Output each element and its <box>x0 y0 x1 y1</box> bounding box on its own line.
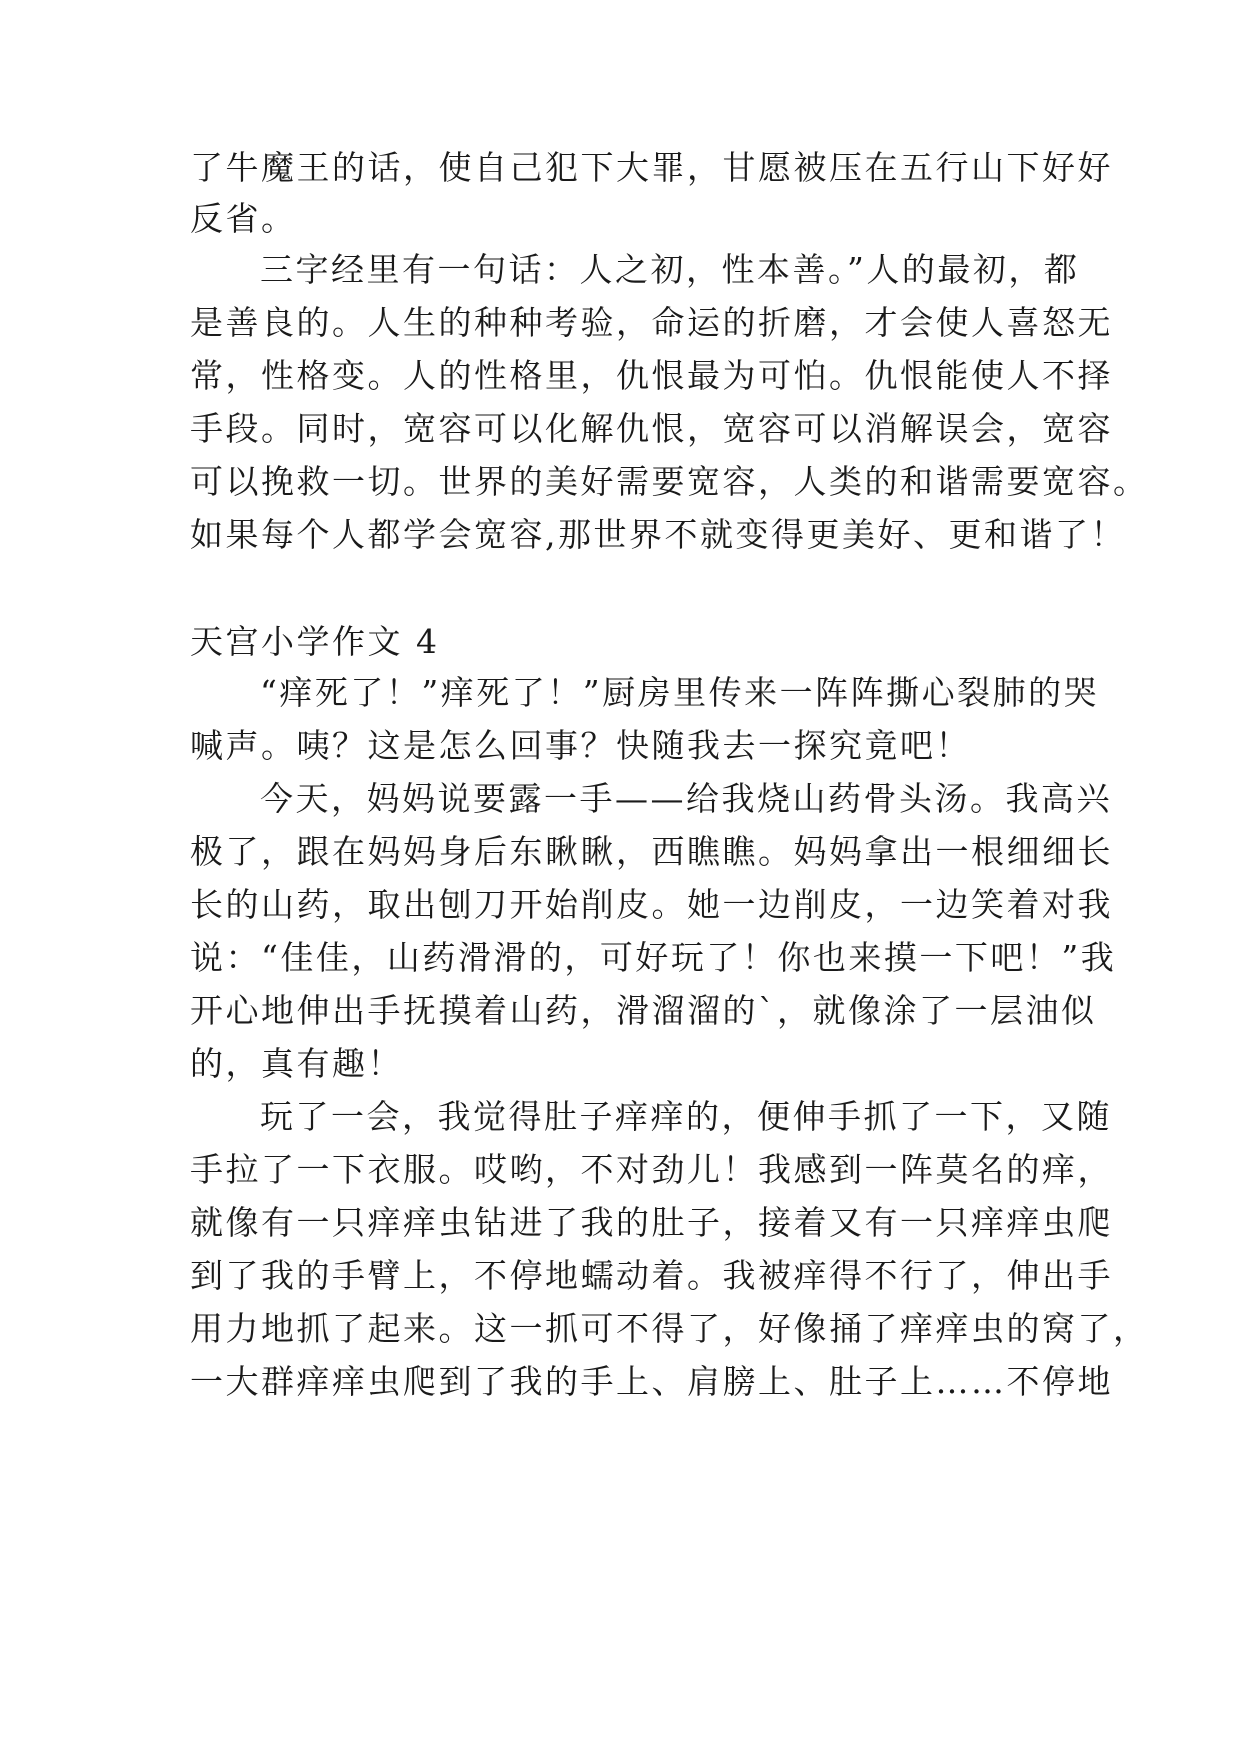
body-text-line: 是善良的。人生的种种考验，命运的折磨，才会使人喜怒无 <box>190 303 1113 342</box>
paragraph-first-line: “痒死了！”痒死了！”厨房里传来一阵阵撕心裂肺的哭 <box>260 673 1100 712</box>
body-text-line: 可以挽救一切。世界的美好需要宽容，人类的和谐需要宽容。 <box>190 462 1149 501</box>
body-text-line: 喊声。咦？这是怎么回事？快随我去一探究竟吧！ <box>190 726 971 765</box>
body-text-line: 长的山药，取出刨刀开始削皮。她一边削皮，一边笑着对我 <box>190 885 1113 924</box>
paragraph-first-line: 三字经里有一句话：人之初，性本善。”人的最初，都 <box>260 250 1080 289</box>
body-text-line: 说：“佳佳，山药滑滑的，可好玩了！你也来摸一下吧！”我 <box>190 938 1117 977</box>
body-text-line: 的，真有趣！ <box>190 1044 403 1083</box>
body-text-line: 常，性格变。人的性格里，仇恨最为可怕。仇恨能使人不择 <box>190 356 1113 395</box>
body-text-line: 就像有一只痒痒虫钻进了我的肚子，接着又有一只痒痒虫爬 <box>190 1203 1113 1242</box>
body-text-line: 如果每个人都学会宽容,那世界不就变得更美好、更和谐了！ <box>190 515 1126 554</box>
paragraph-first-line: 今天，妈妈说要露一手——给我烧山药骨头汤。我高兴 <box>260 779 1112 818</box>
body-text-line: 反省。 <box>190 199 297 238</box>
body-text-line: 用力地抓了起来。这一抓可不得了，好像捅了痒痒虫的窝了， <box>190 1309 1149 1348</box>
section-heading: 天宫小学作文 4 <box>190 622 440 661</box>
body-text-line: 手段。同时，宽容可以化解仇恨，宽容可以消解误会，宽容 <box>190 409 1113 448</box>
paragraph-first-line: 玩了一会，我觉得肚子痒痒的，便伸手抓了一下，又随 <box>260 1097 1112 1136</box>
body-text-line: 一大群痒痒虫爬到了我的手上、肩膀上、肚子上……不停地 <box>190 1362 1113 1401</box>
body-text-line: 开心地伸出手抚摸着山药，滑溜溜的`，就像涂了一层油似 <box>190 991 1097 1030</box>
body-text-line: 了牛魔王的话，使自己犯下大罪，甘愿被压在五行山下好好 <box>190 148 1113 187</box>
body-text-line: 手拉了一下衣服。哎哟，不对劲儿！我感到一阵莫名的痒， <box>190 1150 1113 1189</box>
body-text-line: 极了，跟在妈妈身后东瞅瞅，西瞧瞧。妈妈拿出一根细细长 <box>190 832 1113 871</box>
body-text-line: 到了我的手臂上，不停地蠕动着。我被痒得不行了，伸出手 <box>190 1256 1113 1295</box>
